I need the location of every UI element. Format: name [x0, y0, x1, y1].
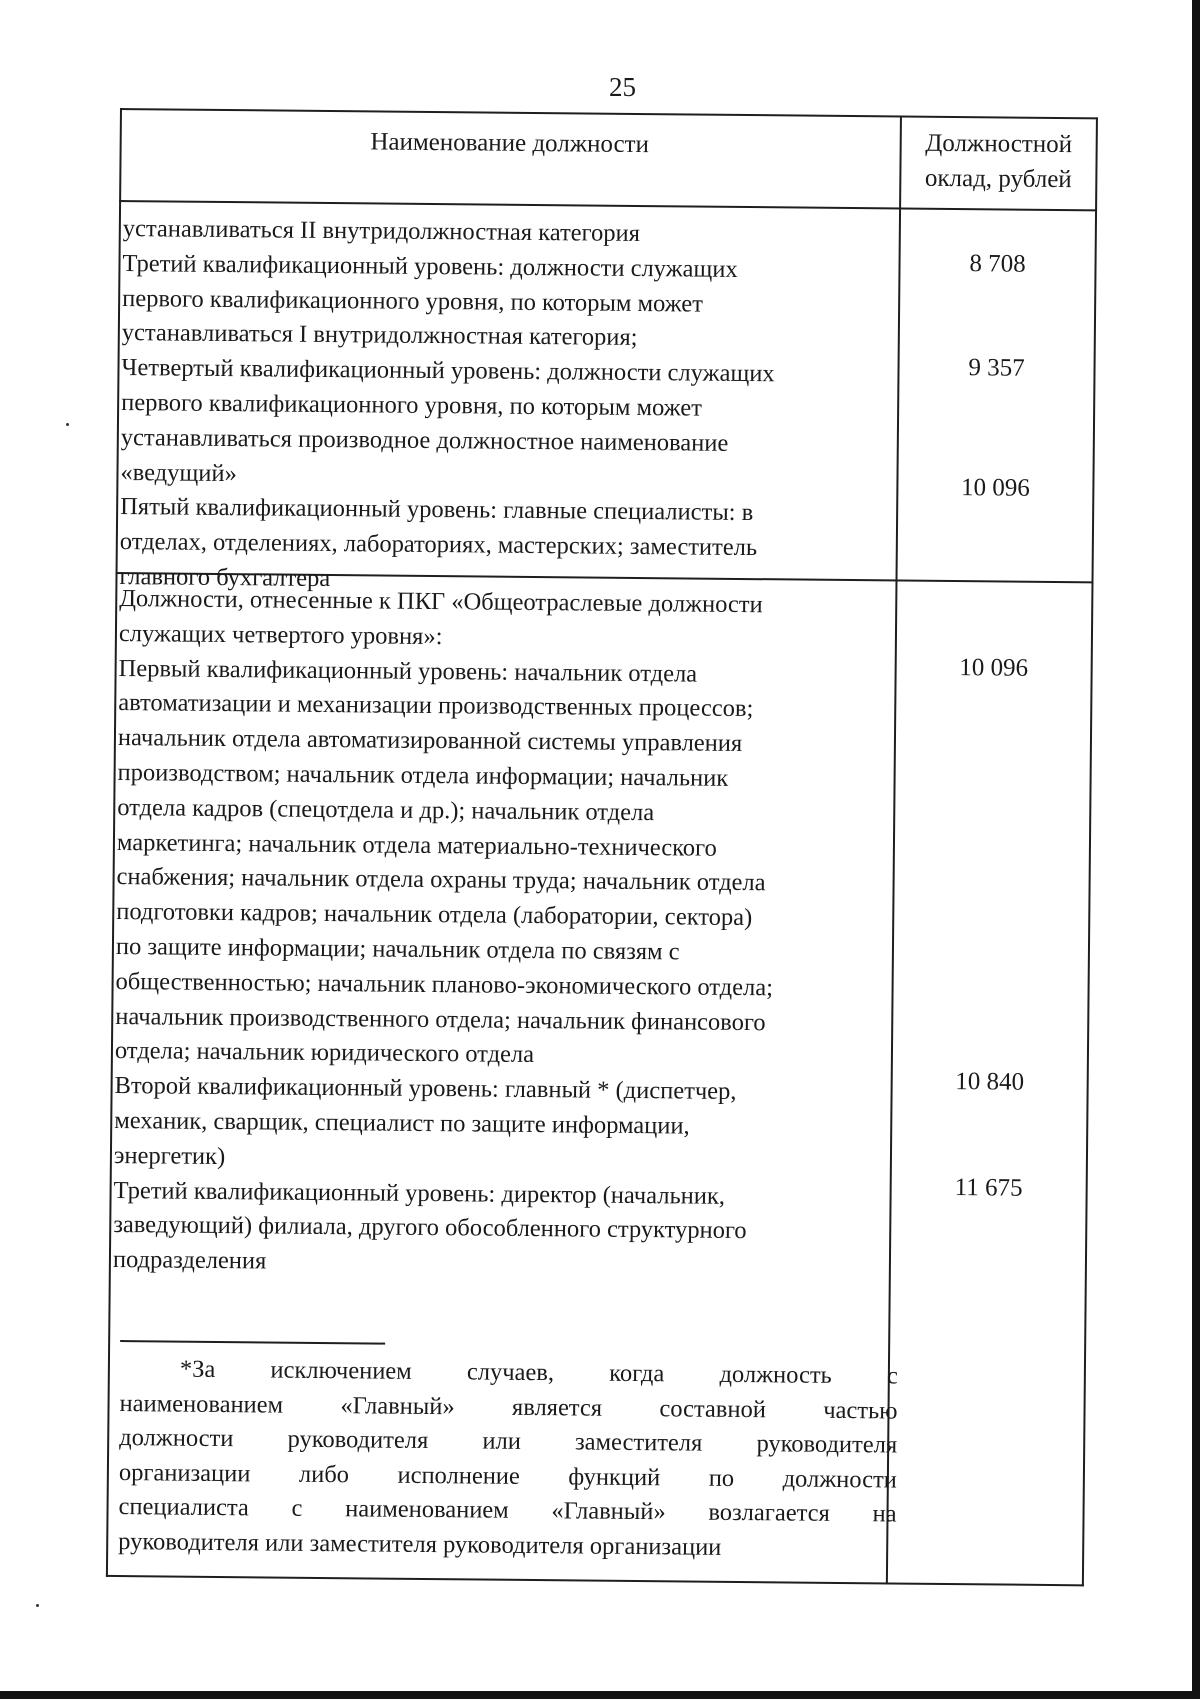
salary-value: 8 708	[969, 250, 1026, 278]
section1-line: устанавливаться производное должностное наименование	[120, 423, 729, 457]
section2-line: по защите информации; начальник отдела по связям с	[115, 932, 680, 966]
section1-line: устанавливаться I внутридолжностная категория;	[121, 319, 638, 352]
header-salary-line1: Должностной	[925, 129, 1073, 159]
table-border-bottom	[106, 1575, 1084, 1586]
section1-line: устанавливаться II внутридолжностная категория	[122, 215, 641, 247]
section1-line: первого квалификационного уровня, по которым может	[122, 284, 704, 318]
section1-line: первого квалификационного уровня, по которым может	[121, 389, 703, 422]
footnote-separator	[120, 1340, 385, 1345]
section1-line: Третий квалификационный уровень: должности служащих	[122, 249, 738, 283]
section2-line: Третий квалификационный уровень: директор (начальник,	[113, 1176, 726, 1210]
section2-line: отдела; начальник юридического отдела	[114, 1037, 535, 1069]
section1-line: главного бухгалтера	[119, 562, 331, 593]
footnote-line: наименованием «Главный» является составной частью	[119, 1389, 898, 1425]
salary-value: 10 840	[955, 1068, 1025, 1096]
scan-edge-bottom	[0, 1691, 1200, 1699]
section2-line: Второй квалификационный уровень: главный * (диспетчер,	[114, 1072, 737, 1106]
section2-line: Должности, отнесенные к ПКГ «Общеотраслевые должности	[119, 585, 763, 619]
footnote-line: руководителя или заместителя руководителя организации	[118, 1527, 722, 1561]
salary-value: 10 096	[959, 654, 1029, 682]
section1-line: Четвертый квалификационный уровень: должности служащих	[121, 354, 775, 388]
section2-line: служащих четвертого уровня»:	[118, 619, 443, 650]
header-salary-line2: оклад, рублей	[924, 164, 1072, 194]
footnote	[118, 1352, 898, 1566]
section2-line: производством; начальник отдела информации; начальник	[117, 758, 729, 792]
scan-edge-right	[1192, 0, 1200, 1699]
page-number: 25	[609, 72, 636, 102]
header-row-divider	[119, 200, 1097, 211]
salary-value: 9 357	[968, 354, 1025, 382]
section2-line: энергетик)	[113, 1141, 226, 1170]
header-salary	[899, 125, 1098, 197]
section2-line: отдела кадров (спецотдела и др.); начальник отдела	[117, 793, 655, 826]
table-border-right	[1082, 117, 1098, 1586]
salary-value: 11 675	[954, 1174, 1023, 1202]
section2-line: механик, сварщик, специалист по защите информации,	[114, 1106, 690, 1140]
section1-line: «ведущий»	[120, 458, 237, 487]
section2-line: автоматизации и механизации производственных процессов;	[118, 689, 754, 723]
footnote-line: организации либо исполнение функций по должности	[118, 1458, 897, 1494]
salary-table	[106, 108, 1098, 1586]
section2-text	[113, 582, 777, 1284]
table-border-top	[120, 108, 1098, 119]
section2-line: общественностью; начальник планово-экономического отдела;	[115, 967, 774, 1002]
scan-speck	[66, 423, 69, 426]
header-position-title: Наименование должности	[370, 128, 650, 159]
section2-line: маркетинга; начальник отдела материально-технического	[116, 828, 717, 862]
section2-line: снабжения; начальник отдела охраны труда; начальник отдела	[116, 863, 766, 897]
scan-speck	[36, 1604, 39, 1607]
section2-line: начальник производственного отдела; начальник финансового	[115, 1002, 766, 1036]
section2-line: подразделения	[112, 1246, 267, 1275]
section2-line: заведующий) филиала, другого обособленного структурного	[113, 1211, 747, 1245]
section1-line: отделах, отделениях, лабораториях, мастерских; заместитель	[119, 528, 758, 562]
salary-value: 10 096	[960, 474, 1030, 502]
footnote-line: специалиста с наименованием «Главный» возлагается на	[118, 1493, 897, 1528]
section1-text	[119, 212, 776, 601]
section2-line: начальник отдела автоматизированной системы управления	[117, 724, 743, 758]
footnote-line: должности руководителя или заместителя руководителя	[119, 1424, 898, 1459]
section2-line: Первый квалификационный уровень: начальник отдела	[118, 654, 698, 688]
section1-line: Пятый квалификационный уровень: главные специалисты: в	[120, 493, 754, 527]
footnote-line: *За исключением случаев, когда должность с	[179, 1355, 898, 1390]
section2-line: подготовки кадров; начальник отдела (лаборатории, сектора)	[116, 898, 753, 932]
